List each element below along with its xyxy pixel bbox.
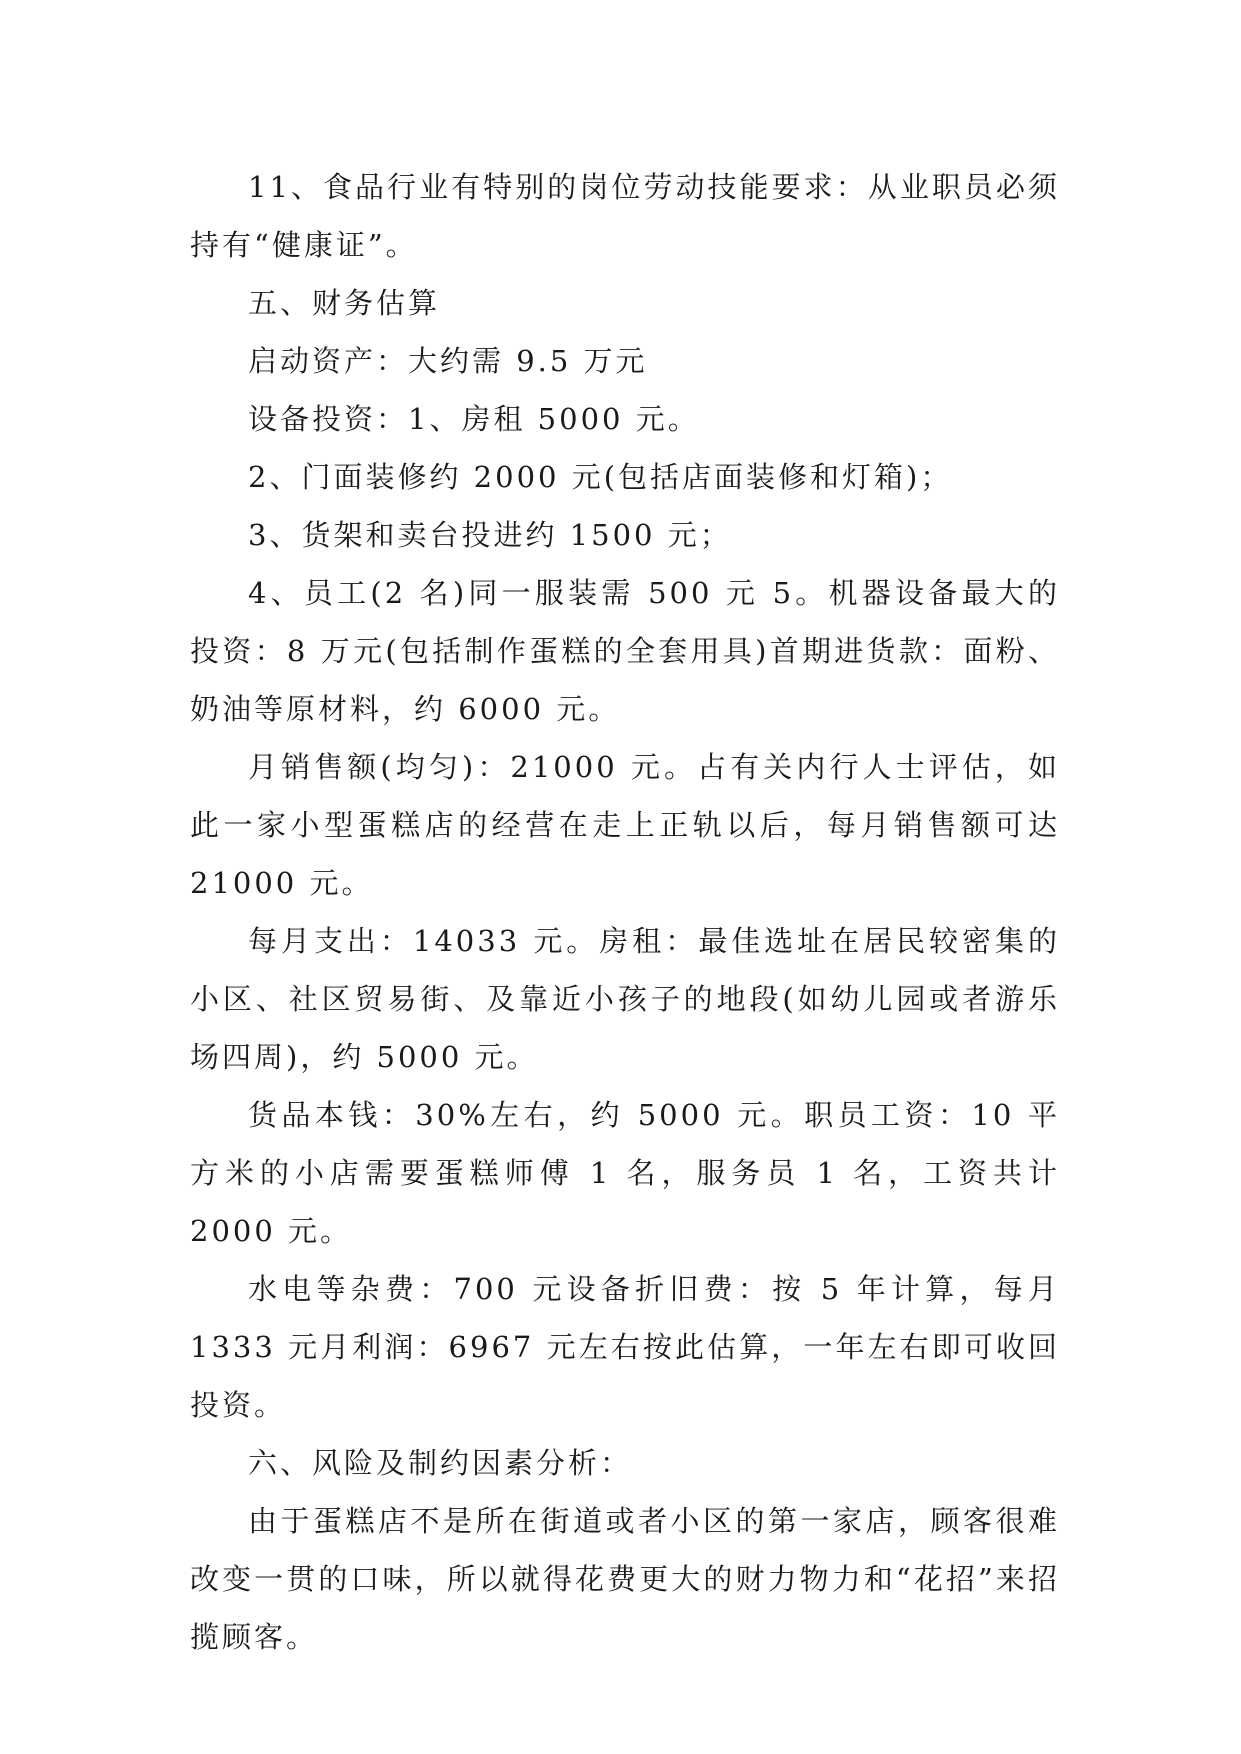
section-heading-finance: 五、财务估算 [248, 286, 441, 320]
paragraph-monthly-expenses: 每月支出：14033 元。房租：最佳选址在居民较密集的小区、社区贸易街、及靠近小孩子的地段(如幼儿园或者游乐场四周)，约 5000 元。 [190, 924, 1060, 1074]
paragraph-monthly-sales: 月销售额(均匀)：21000 元。占有关内行人士评估，如此一家小型蛋糕店的经营在走上正轨以后，每月销售额可达 21000 元。 [190, 750, 1060, 900]
paragraph-shelves: 3、货架和卖台投进约 1500 元； [248, 518, 732, 552]
paragraph-decoration: 2、门面装修约 2000 元(包括店面装修和灯箱)； [248, 460, 953, 494]
section-heading-risk: 六、风险及制约因素分析： [248, 1446, 633, 1480]
paragraph-utilities-profit: 水电等杂费：700 元设备折旧费：按 5 年计算，每月 1333 元月利润：6967 元左右按此估算，一年左右即可收回投资。 [190, 1272, 1060, 1422]
paragraph-uniform-machines: 4、员工(2 名)同一服装需 500 元 5。机器设备最大的投资：8 万元(包括制作蛋糕的全套用具)首期进货款：面粉、奶油等原材料，约 6000 元。 [190, 576, 1060, 726]
paragraph-health-certificate: 11、食品行业有特别的岗位劳动技能要求：从业职员必须持有“健康证”。 [190, 170, 1060, 262]
paragraph-equipment-rent: 设备投资：1、房租 5000 元。 [248, 402, 700, 436]
document-body [190, 158, 1060, 1666]
paragraph-startup-capital: 启动资产：大约需 9.5 万元 [248, 344, 648, 378]
paragraph-goods-cost-wages: 货品本钱：30%左右，约 5000 元。职员工资：10 平方米的小店需要蛋糕师傅 1 名，服务员 1 名，工资共计 2000 元。 [190, 1098, 1060, 1248]
paragraph-risk-analysis: 由于蛋糕店不是所在街道或者小区的第一家店，顾客很难改变一贯的口味，所以就得花费更大的财力物力和“花招”来招揽顾客。 [190, 1504, 1060, 1654]
